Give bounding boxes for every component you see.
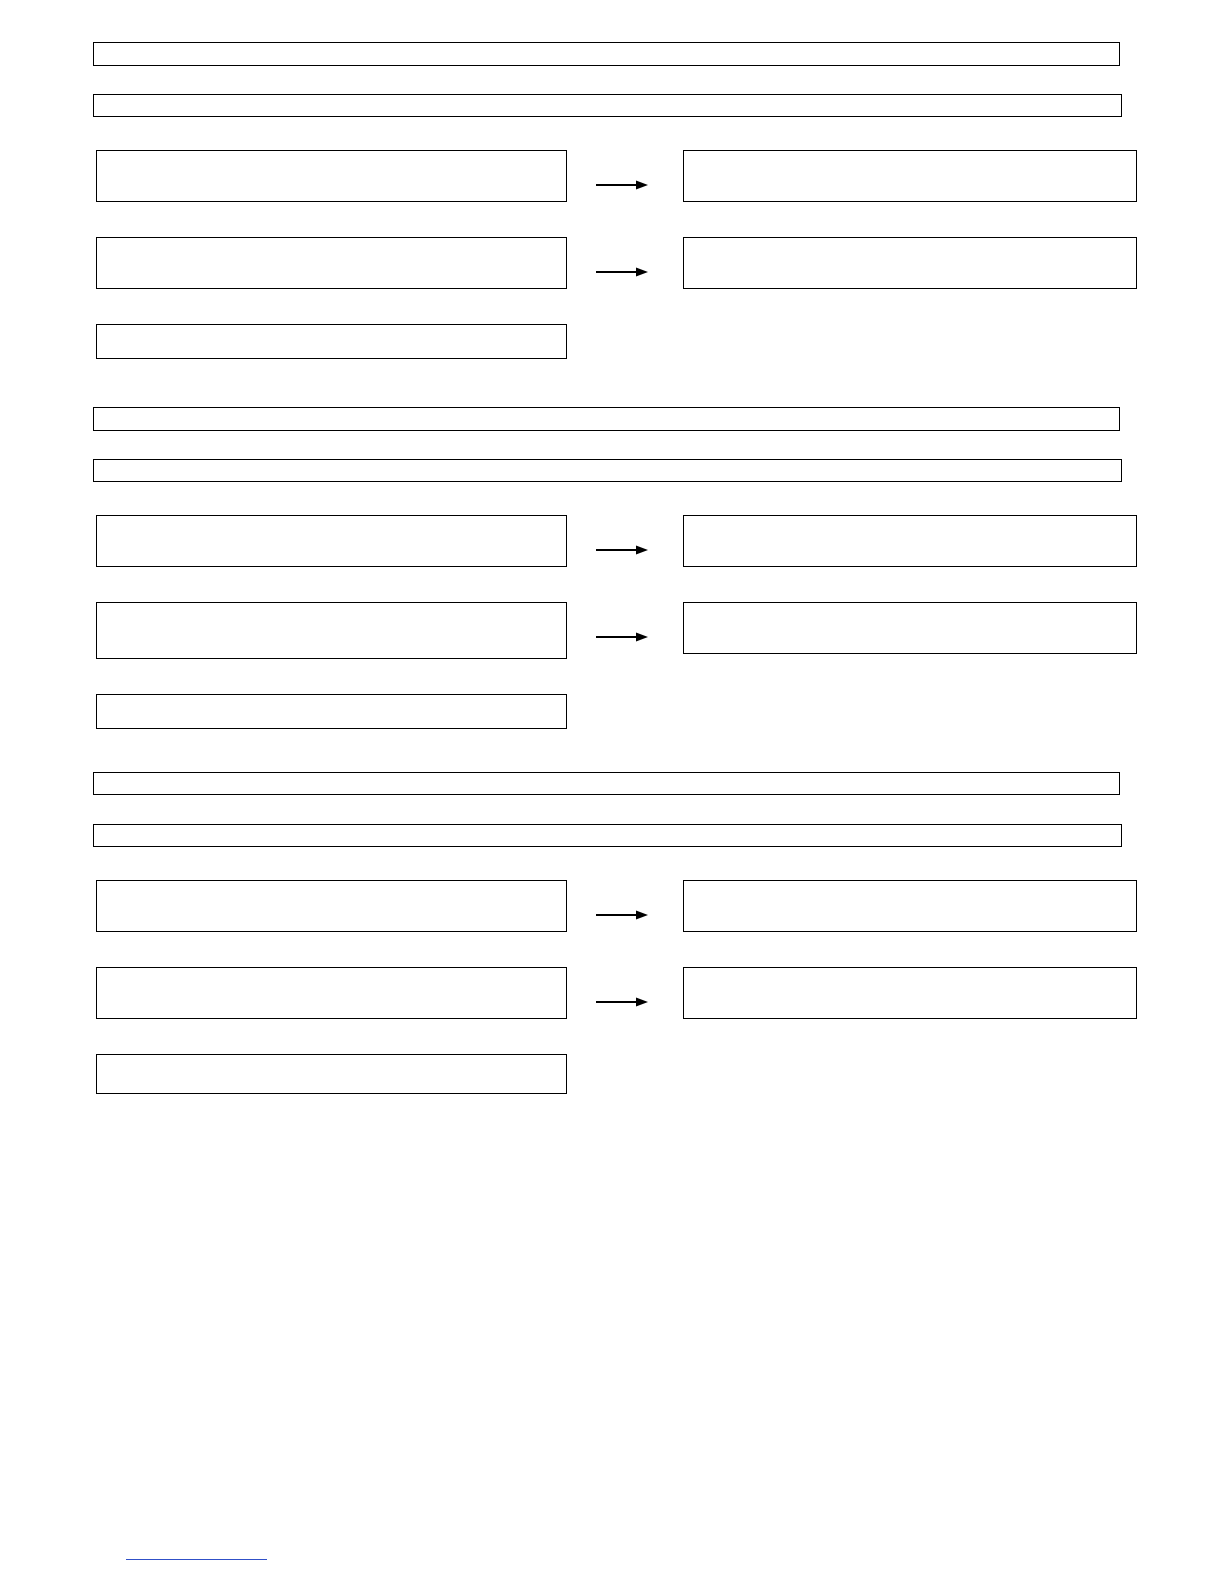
section-2-row-2-left-box: [96, 602, 567, 659]
section-3-row-1-left-box: [96, 880, 567, 932]
section-3-header-2: [93, 824, 1122, 847]
section-2-header-2: [93, 459, 1122, 482]
section-3-row-2-right-box: [683, 967, 1137, 1019]
right-arrow-icon: [596, 545, 648, 555]
right-arrow-icon: [596, 997, 648, 1007]
right-arrow-icon: [596, 910, 648, 920]
section-3-header-1: [93, 772, 1120, 795]
right-arrow-icon: [596, 180, 648, 190]
footnote-separator: [126, 1559, 267, 1560]
section-2-row-1-right-box: [683, 515, 1137, 567]
section-1-row-1-right-box: [683, 150, 1137, 202]
section-3-row-1-right-box: [683, 880, 1137, 932]
section-1-row-2-right-box: [683, 237, 1137, 289]
section-1-row-2-left-box: [96, 237, 567, 289]
section-2-row-2-right-box: [683, 602, 1137, 654]
right-arrow-icon: [596, 632, 648, 642]
section-3-footer-box: [96, 1054, 567, 1094]
section-2-header-1: [93, 407, 1120, 431]
section-2-footer-box: [96, 694, 567, 729]
section-1-row-1-left-box: [96, 150, 567, 202]
section-2-row-1-left-box: [96, 515, 567, 567]
section-3-row-2-left-box: [96, 967, 567, 1019]
section-1-header-1: [93, 42, 1120, 66]
section-1-header-2: [93, 94, 1122, 117]
right-arrow-icon: [596, 267, 648, 277]
section-1-footer-box: [96, 324, 567, 359]
